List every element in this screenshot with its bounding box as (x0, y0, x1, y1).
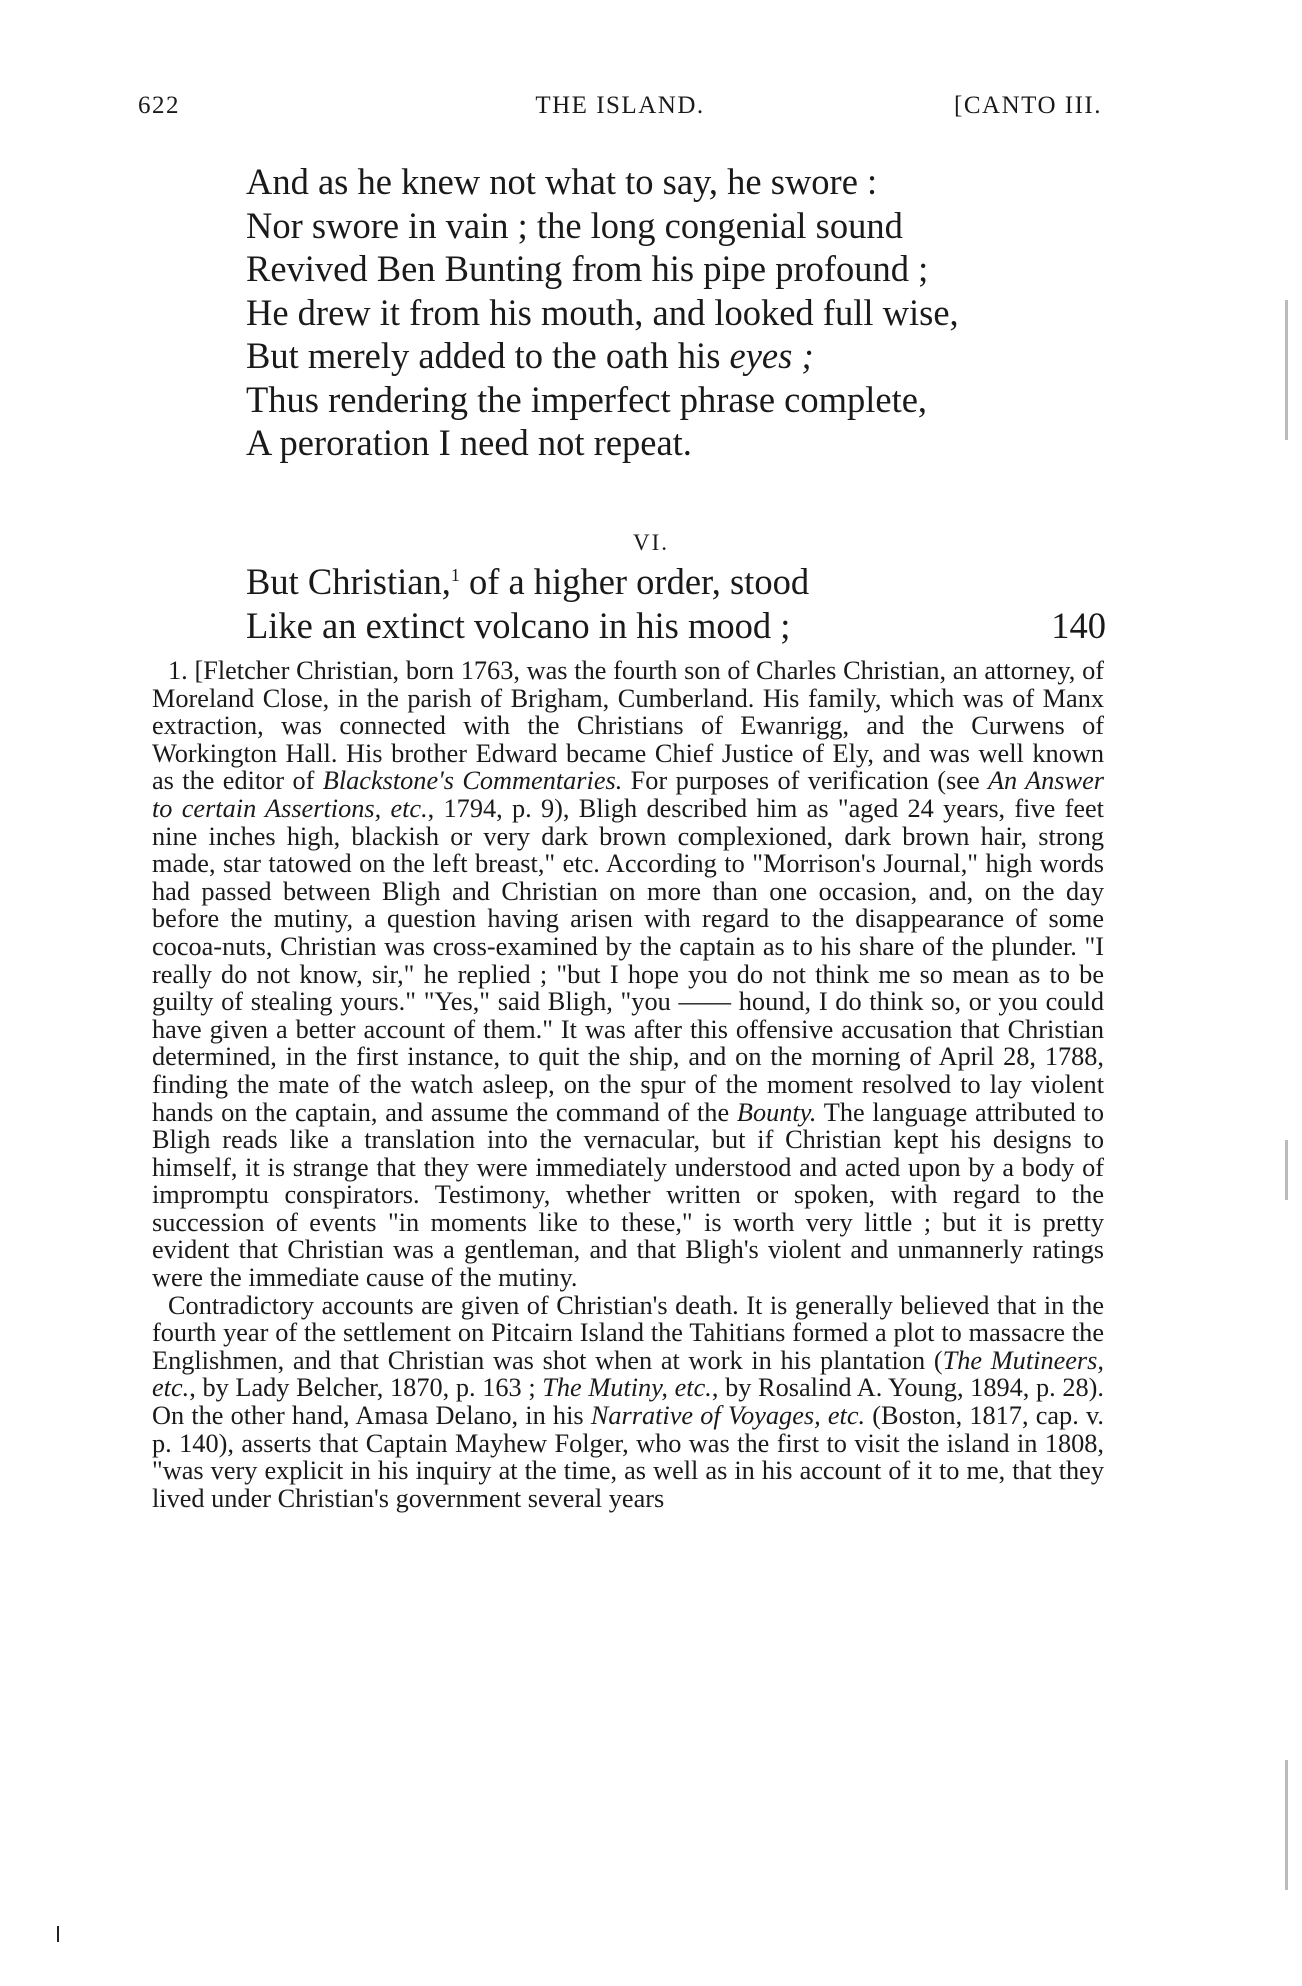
verse-line: He drew it from his mouth, and looked full wise, (246, 291, 959, 333)
verse-line: Revived Ben Bunting from his pipe profound ; (246, 248, 929, 289)
verse-line-text: But Christian, (246, 561, 451, 602)
running-head (138, 92, 1102, 132)
scan-edge-artifact (1285, 1760, 1288, 1890)
running-title: THE ISLAND. (535, 92, 705, 119)
verse-stanza-vi (246, 560, 1106, 647)
verse-line: A peroration I need not repeat. (246, 422, 692, 463)
italic-title: An Answer to certain Assertions, etc. (152, 766, 1104, 823)
footnote-text: The language attributed to Bligh reads like a translation into the vernacular, but if Christian kept his designs to himself, it is strange that they were immediately understood and acted upon by a body of impromptu conspirators. Testimony, whether written or spoken, with regard to the succession of events "in moments like to these," is worth very little ; but it is pretty evident that Christian was a gentleman, and that Bligh's violent and unmannerly ratings were the immediate cause of the mutiny. (152, 1097, 1104, 1293)
margin-mark (57, 1926, 59, 1942)
canto-label: [CANTO III. (954, 92, 1102, 119)
footnote-ref[interactable]: 1 (450, 564, 460, 585)
footnote-text: (Boston, 1817, cap. v. p. 140), asserts that Captain Mayhew Folger, who was the first to visit the island in 1808, "was very explicit in his inquiry at the time, as well as in his account of it to me, that they lived under Christian's government several years (152, 1401, 1104, 1513)
verse-line (246, 334, 1076, 378)
verse-line-text: But merely added to the oath his (246, 335, 730, 376)
scan-edge-artifact (1285, 300, 1288, 440)
verse-line-text: Like an extinct volcano in his mood ; (246, 604, 791, 646)
verse-line (246, 560, 1106, 604)
italic-title: The Mutineers, etc. (152, 1345, 1104, 1403)
footnote-paragraph (152, 1292, 1104, 1513)
footnote-paragraph (152, 657, 1104, 1292)
footnote-text: , by Rosalind A. Young, 1894, p. 28). On the other hand, Amasa Delano, in his (152, 1373, 1104, 1431)
verse-stanza (246, 160, 1076, 465)
footnote-text: 1. [Fletcher Christian, born 1763, was the fourth son of Charles Christian, an attorney, of Moreland Close, in the parish of Brigham, Cumberland. His family, which was of Manx extraction, was connected with the Christians of Ewanrigg, and the Curwens of Workington Hall. His brother Edward became Chief Justice of Ely, and was well known as the editor of (152, 656, 1104, 796)
verse-line-text: of a higher order, stood (459, 561, 810, 602)
italic-title: The Mutiny, etc. (542, 1373, 712, 1403)
footnote-text: Contradictory accounts are given of Christian's death. It is generally believed that in the fourth year of the settlement on Pitcairn Island the Tahitians formed a plot to massacre the Englishmen, and that Christian was shot when at work in his plantation ( (152, 1290, 1104, 1375)
footnote-text: For purposes of verification (see (622, 766, 988, 796)
line-number: 140 (1051, 604, 1106, 646)
verse-line: And as he knew not what to say, he swore : (246, 161, 878, 202)
footnotes (152, 657, 1104, 1512)
page-number: 622 (138, 92, 180, 119)
verse-line: Nor swore in vain ; the long congenial sound (246, 204, 903, 246)
verse-line (246, 604, 1106, 648)
italic-title: Narrative of Voyages, etc. (590, 1401, 866, 1431)
verse-line: Thus rendering the imperfect phrase complete, (246, 378, 928, 420)
footnote-text: , by Lady Belcher, 1870, p. 163 ; (189, 1373, 543, 1403)
italic-title: Blackstone's Commentaries. (322, 766, 623, 796)
verse-italic-word: eyes ; (729, 335, 814, 376)
footnote-text: , 1794, p. 9), Bligh described him as "aged 24 years, five feet nine inches high, blackish or very dark brown complexioned, dark brown hair, strong made, star tatowed on the left breast," etc. According to "Morrison's Journal," high words had passed between Bligh and Christian on more than one occasion, and, on the day before the mutiny, a question having arisen with regard to the disappearance of some cocoa-nuts, Christian was cross-examined by the captain as to his share of the plunder. "I really do not know, sir," he replied ; "but I hope you do not think me so mean as to be guilty of stealing yours." "Yes," said Bligh, "you —— hound, I do think so, or you could have given a better account of them." It was after this offensive accusation that Christian determined, in the first instance, to quit the ship, and on the morning of April 28, 1788, finding the mate of the watch asleep, on the spur of the moment resolved to lay violent hands on the captain, and assume the command of the (152, 793, 1104, 1127)
scan-edge-artifact (1285, 1140, 1288, 1200)
section-number: VI. (632, 530, 670, 555)
italic-title: Bounty. (736, 1097, 817, 1127)
